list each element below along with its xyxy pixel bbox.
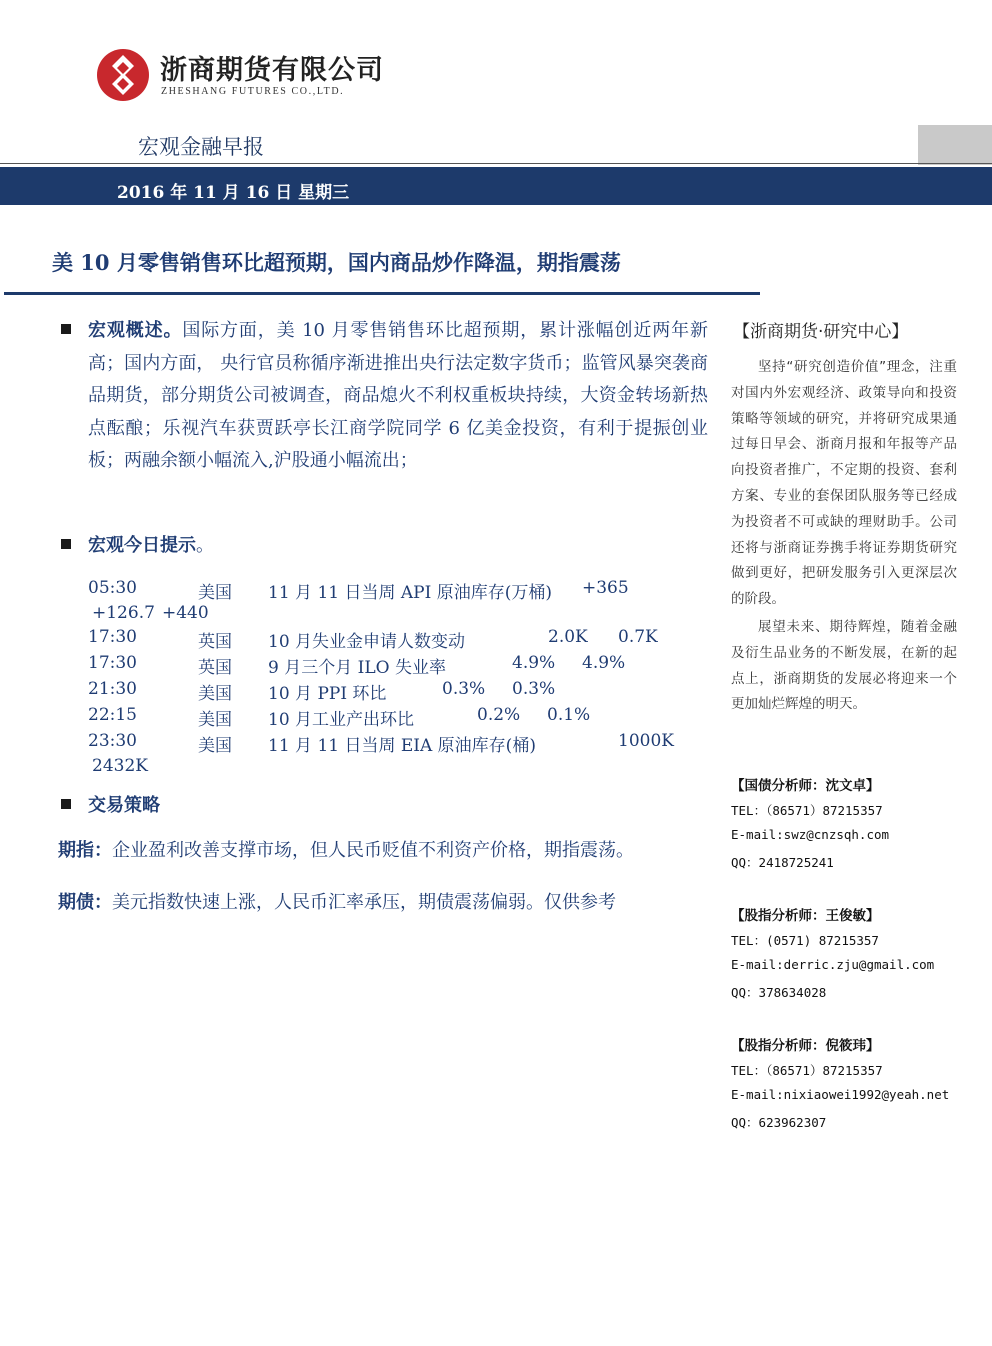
research-center-outlook: 展望未来、期待辉煌，随着金融及衍生品业务的不断发展，在新的起点上，浙商期货的发展必将迎来一个更加灿烂辉煌的明天。 [731, 619, 957, 713]
analyst-qq: QQ：2418725241 [731, 855, 834, 870]
event-time: 23:30 [88, 731, 137, 751]
event-value: 0.3% [512, 679, 556, 699]
report-type: 宏观金融早报 [138, 135, 264, 159]
today-heading-text: 宏观今日提示 [88, 535, 196, 556]
event-value: 4.9% [512, 653, 556, 673]
company-name-cn: 浙商期货有限公司 [160, 55, 384, 86]
header-divider [0, 163, 992, 164]
company-name-en: ZHESHANG FUTURES CO.,LTD. [161, 86, 345, 97]
bond-text: 美元指数快速上涨，人民币汇率承压，期债震荡偏弱。仅供参考 [112, 892, 616, 913]
event-value: +126.7 [92, 603, 155, 623]
today-heading [88, 531, 214, 557]
event-country: 英国 [198, 658, 232, 678]
analyst-title: 【股指分析师：倪筱玮】 [731, 1038, 880, 1054]
event-item: 10 月 PPI 环比 [268, 684, 387, 704]
analyst-tel: TEL：(0571) 87215357 [731, 933, 879, 948]
square-bullet-icon [61, 539, 71, 549]
event-value: 0.7K [618, 627, 658, 647]
research-center-title: 【浙商期货·研究中心】 [733, 322, 909, 342]
event-value: 4.9% [582, 653, 626, 673]
event-item: 10 月工业产出环比 [268, 710, 415, 730]
event-value: +440 [162, 603, 209, 623]
event-time: 05:30 [88, 578, 137, 598]
event-item: 11 月 11 日当周 API 原油库存(万桶) [268, 583, 552, 603]
company-logo-icon [96, 48, 150, 102]
event-country: 美国 [198, 710, 232, 730]
event-country: 美国 [198, 684, 232, 704]
analyst-qq: QQ：623962307 [731, 1115, 827, 1130]
event-value: 0.3% [442, 679, 486, 699]
analyst-tel: TEL：（86571）87215357 [731, 1063, 883, 1078]
event-value: 0.2% [477, 705, 521, 725]
bond-label: 期债： [58, 892, 112, 913]
futures-text: 企业盈利改善支撑市场，但人民币贬值不利资产价格，期指震荡。 [112, 840, 634, 861]
event-time: 22:15 [88, 705, 137, 725]
analyst-email[interactable]: E-mail:derric.zju@gmail.com [731, 957, 935, 972]
event-time: 21:30 [88, 679, 137, 699]
event-time: 17:30 [88, 653, 137, 673]
headline-divider [4, 292, 760, 295]
analyst-email[interactable]: E-mail:swz@cnzsqh.com [731, 827, 890, 842]
analyst-email[interactable]: E-mail:nixiaowei1992@yeah.net [731, 1087, 950, 1102]
header-gray-block [918, 125, 992, 165]
overview-heading: 宏观概述。 [88, 320, 183, 341]
today-heading-suffix: 。 [196, 535, 214, 556]
analyst-title: 【股指分析师：王俊敏】 [731, 908, 880, 924]
event-value: 2.0K [548, 627, 588, 647]
bond-strategy [58, 888, 616, 914]
event-country: 美国 [198, 583, 232, 603]
event-country: 英国 [198, 632, 232, 652]
event-value: +365 [582, 578, 629, 598]
event-item: 10 月失业金申请人数变动 [268, 632, 466, 652]
headline: 美 10 月零售销售环比超预期，国内商品炒作降温，期指震荡 [52, 250, 621, 275]
event-item: 9 月三个月 ILO 失业率 [268, 658, 446, 678]
event-value: 1000K [618, 731, 674, 751]
analyst-qq: QQ：378634028 [731, 985, 827, 1000]
square-bullet-icon [61, 799, 71, 809]
event-time: 17:30 [88, 627, 137, 647]
report-date: 2016 年 11 月 16 日 星期三 [117, 183, 350, 203]
overview-paragraph [88, 315, 708, 478]
overview-text: 国际方面，美 10 月零售销售环比超预期，累计涨幅创近两年新高；国内方面， 央行官员称循序渐进推出央行法定数字货币；监管风暴突袭商品期货，部分期货公司被调查，商品熄火不利权重板块持续，大资金转场新热点酝酿；乐视汽车获贾跃亭长江商学院同学 6 亿美金投资，有利于提振创业板；两融余额小幅流入,沪股通小幅流出； [88, 320, 708, 471]
analyst-tel: TEL：（86571）87215357 [731, 803, 883, 818]
event-value: 2432K [92, 756, 148, 776]
research-center-intro: 坚持“研究创造价值”理念，注重对国内外宏观经济、政策导向和投资策略等领域的研究，并将研究成果通过每日早会、浙商月报和年报等产品向投资者推广，不定期的投资、套利方案、专业的套保团队服务等已经成为投资者不可或缺的理财助手。公司还将与浙商证券携手将证券期货研究做到更好，把研发服务引入更深层次的阶段。 [731, 359, 957, 608]
event-value: 0.1% [547, 705, 591, 725]
strategy-heading: 交易策略 [88, 795, 160, 816]
square-bullet-icon [61, 324, 71, 334]
futures-label: 期指： [58, 840, 112, 861]
event-item: 11 月 11 日当周 EIA 原油库存(桶) [268, 736, 536, 756]
event-country: 美国 [198, 736, 232, 756]
analyst-title: 【国债分析师：沈文卓】 [731, 778, 880, 794]
futures-strategy [58, 836, 634, 862]
